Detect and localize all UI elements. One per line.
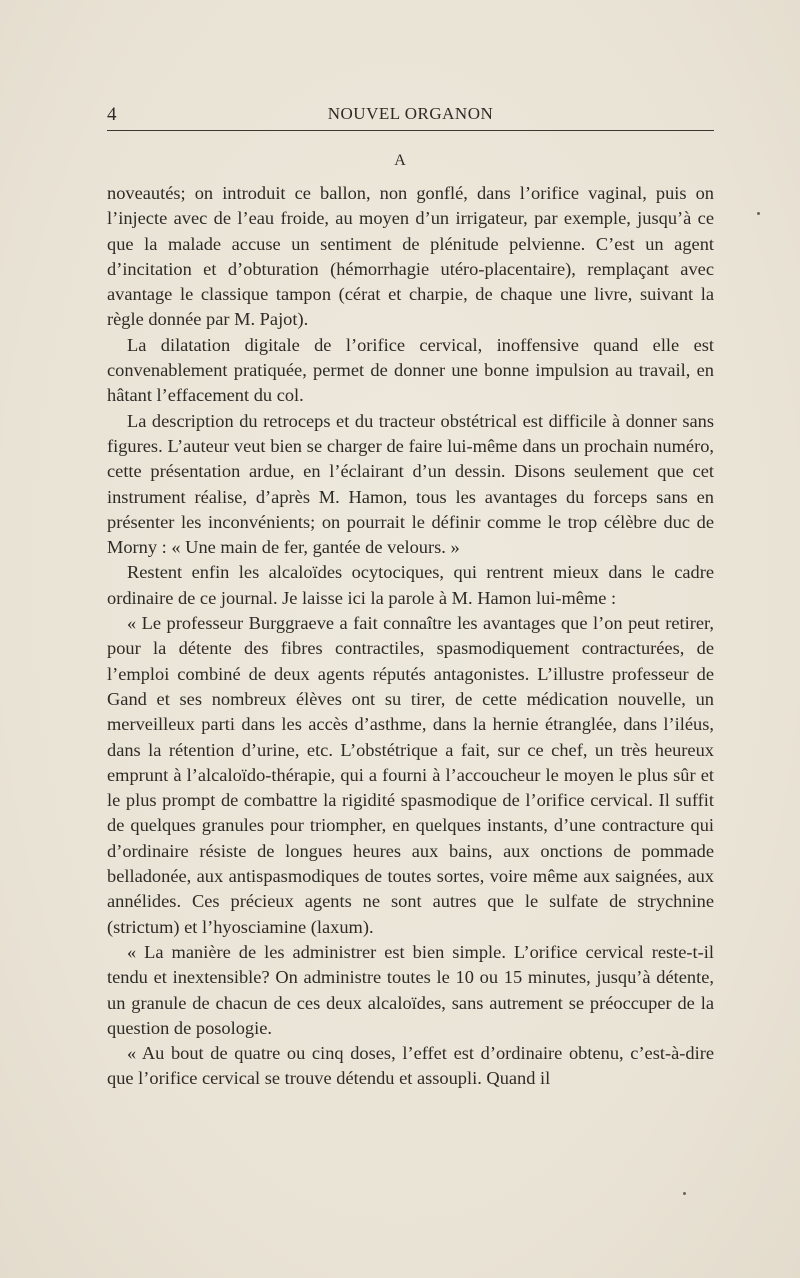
paragraph: noveautés; on introduit ce ballon, non gonflé, dans l’orifice vaginal, puis on l’injecte avec de l’eau froide, au moyen d’un irrigateur, par exemple, jusqu’à ce que la malade accuse un sentiment de plénitude pelvienne. C’est un agent d’incitation et d’obturation (hémorrhagie utéro-placentaire), remplaçant avec avantage le classique tampon (cérat et charpie, de chaque une livre, suivant la règle donnée par M. Pajot). — [107, 183, 714, 330]
running-title: NOUVEL ORGANON — [327, 104, 494, 123]
paragraph: Restent enfin les alcaloïdes ocytociques, qui rentrent mieux dans le cadre ordinaire de ce journal. Je laisse ici la parole à M. Hamon lui-même : — [107, 562, 714, 608]
header-rule — [107, 130, 714, 131]
paragraph: La dilatation digitale de l’orifice cervical, inoffensive quand elle est convenablement pratiquée, permet de donner une bonne impulsion au travail, en hâtant l’effacement du col. — [107, 334, 714, 406]
paragraph: La description du retroceps et du tracteur obstétrical est difficile à donner sans figures. L’auteur veut bien se charger de faire lui-même dans un prochain numéro, cette présentation ardue, en l’éclairant d’un dessin. Disons seulement que cet instrument réalise, d’après M. Hamon, tous les avantages du forceps sans en présenter les inconvénients; on pourrait le définir comme le trop célèbre duc de Morny : « Une main de fer, gantée de velours. » — [107, 410, 714, 558]
paper-speck — [683, 1192, 686, 1195]
page-header — [107, 102, 714, 128]
paragraph: « La manière de les administrer est bien simple. L’orifice cervical reste-t-il tendu et inextensible? On administre toutes le 10 ou 15 minutes, jusqu’à détente, un granule de chacun de ces deux alcaloïdes, sans autrement se préoccuper de la question de posologie. — [107, 941, 714, 1038]
paper-speck — [757, 212, 760, 215]
paragraph: « Au bout de quatre ou cinq doses, l’effet est d’ordinaire obtenu, c’est-à-dire que l’orifice cervical se trouve détendu et assoupli. Quand il — [107, 1043, 714, 1089]
paragraph: « Le professeur Burggraeve a fait connaître les avantages que l’on peut retirer, pour la détente des fibres contractiles, spasmodiquement contracturées, de l’emploi combiné de deux agents réputés antagonistes. L’illustre professeur de Gand et ses nombreux élèves ont su tirer, de cette médication nouvelle, un merveilleux parti dans les accès d’asthme, dans la hernie étranglée, dans l’iléus, dans la rétention d’urine, etc. L’obstétrique a fait, sur ce chef, un très heureux emprunt à l’alcaloïdo-thérapie, qui a fourni à l’accoucheur le moyen le plus sûr et le plus prompt de combattre la rigidité spasmodique de l’orifice cervical. Il suffit de quelques granules pour triompher, en quelques instants, d’une contracture qui d’ordinaire résiste de longues heures aux bains, aux onctions de pommade belladonée, aux antispasmodiques de toutes sortes, voire même aux saignées, aux annélides. Ces précieux agents ne sont autres que le sulfate de strychnine (strictum) et l’hyosciamine (laxum). — [107, 613, 714, 937]
page-number: 4 — [107, 104, 117, 125]
signature-mark: A — [394, 152, 406, 169]
body-text — [107, 181, 714, 1092]
